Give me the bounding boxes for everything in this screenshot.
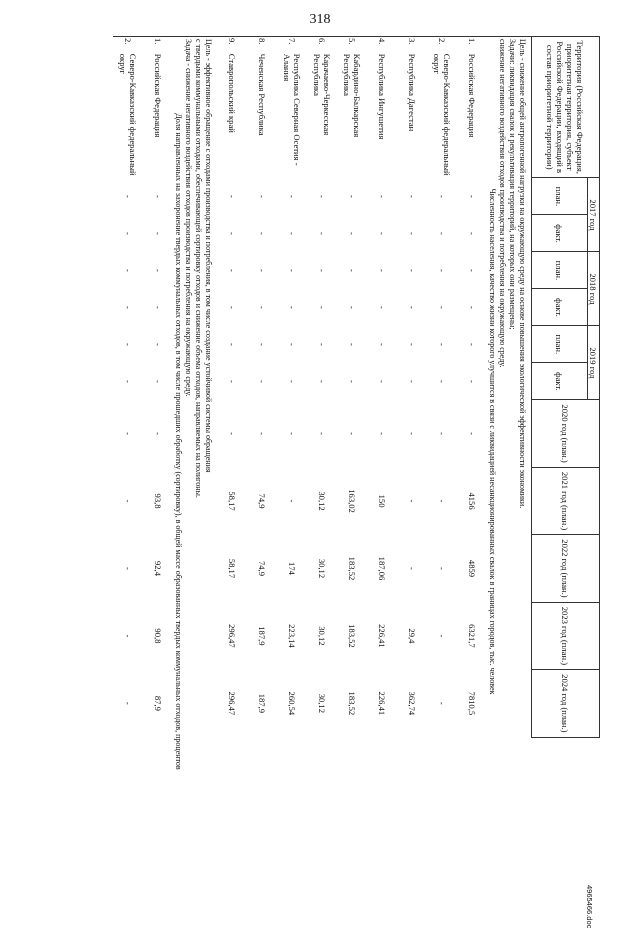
value-cell: - bbox=[347, 268, 358, 272]
indicator-title: Численность населения, качество жизни которого улучшится в связи с ликвидацией несанкционированных свалок в границах городов, тыс. человек bbox=[488, 188, 498, 695]
value-cell: - bbox=[123, 379, 134, 383]
value-cell: - bbox=[467, 379, 478, 383]
row-number: 2. bbox=[123, 38, 134, 45]
table-row bbox=[368, 37, 398, 847]
value-cell: - bbox=[123, 567, 134, 570]
goal-text: Цель - снижение общей антропогенной нагрузки на окружающую среду на основе повышения экологической эффективности экономики. bbox=[518, 39, 528, 509]
value-cell: 4859 bbox=[467, 559, 478, 578]
value-cell: - bbox=[123, 701, 134, 705]
value-cell: - bbox=[347, 194, 358, 198]
tasks-text: снижение негативного воздействия отходов производства и потребления на окружающую среду. bbox=[498, 39, 508, 368]
table-row bbox=[114, 37, 144, 847]
value-cell: - bbox=[467, 305, 478, 309]
value-cell: - bbox=[437, 268, 448, 272]
value-cell: - bbox=[287, 305, 298, 309]
value-cell: 183,52 bbox=[347, 556, 358, 581]
value-cell: - bbox=[153, 379, 164, 383]
value-cell: - bbox=[123, 499, 134, 503]
territory-name: Российская Федерация bbox=[153, 53, 164, 138]
row-number: 7. bbox=[287, 38, 298, 45]
value-cell: - bbox=[227, 268, 238, 272]
indicator-2-rows bbox=[114, 37, 174, 847]
value-cell: - bbox=[377, 231, 388, 235]
value-cell: 183,52 bbox=[347, 691, 358, 716]
value-cell: - bbox=[437, 634, 448, 638]
value-cell: - bbox=[153, 268, 164, 272]
table-row bbox=[308, 37, 338, 847]
territory-name: Российская Федерация bbox=[467, 53, 478, 138]
value-cell: - bbox=[377, 305, 388, 309]
year-2022-header: 2022 год (план.) bbox=[532, 535, 600, 602]
value-cell: 296,47 bbox=[227, 624, 238, 648]
value-cell: 6321,7 bbox=[467, 624, 478, 648]
value-cell: 30,12 bbox=[317, 491, 328, 511]
plan-header: план. bbox=[532, 252, 588, 289]
value-cell: - bbox=[377, 432, 388, 436]
value-cell: 183,52 bbox=[347, 624, 358, 648]
value-cell: - bbox=[467, 432, 478, 436]
value-cell: - bbox=[287, 231, 298, 235]
tasks-text: Задачи: ликвидация свалок и рекультивация территорий, на которых они размещены; bbox=[508, 39, 518, 330]
table-row bbox=[398, 37, 428, 847]
value-cell: - bbox=[407, 342, 418, 346]
value-cell: - bbox=[257, 342, 268, 346]
value-cell: 187,9 bbox=[257, 693, 268, 714]
territory-name: Северо-Кавказский федеральный округ bbox=[432, 53, 453, 176]
value-cell: - bbox=[123, 634, 134, 638]
value-cell: - bbox=[347, 231, 358, 235]
indicator-1-rows bbox=[218, 37, 488, 847]
indicators-table bbox=[114, 36, 601, 846]
value-cell: - bbox=[347, 342, 358, 346]
value-cell: 74,9 bbox=[257, 493, 268, 509]
value-cell: - bbox=[287, 194, 298, 198]
value-cell: - bbox=[257, 305, 268, 309]
value-cell: 30,12 bbox=[317, 693, 328, 714]
fact-header: факт. bbox=[532, 363, 588, 400]
value-cell: - bbox=[123, 342, 134, 346]
value-cell: - bbox=[377, 379, 388, 383]
territory-name: Республика Ингушетия bbox=[377, 53, 388, 140]
row-number: 4. bbox=[377, 38, 388, 45]
value-cell: - bbox=[317, 432, 328, 436]
value-cell: 4156 bbox=[467, 492, 478, 510]
plan-header: план. bbox=[532, 178, 588, 215]
row-number: 6. bbox=[317, 38, 328, 45]
table-row bbox=[428, 37, 458, 847]
value-cell: 7810,5 bbox=[467, 691, 478, 716]
plan-header: план. bbox=[532, 326, 588, 363]
table-row bbox=[218, 37, 248, 847]
value-cell: - bbox=[257, 231, 268, 235]
value-cell: - bbox=[407, 379, 418, 383]
value-cell: - bbox=[123, 194, 134, 198]
value-cell: - bbox=[437, 379, 448, 383]
value-cell: - bbox=[437, 194, 448, 198]
value-cell: - bbox=[257, 432, 268, 436]
value-cell: - bbox=[123, 305, 134, 309]
value-cell: 223,14 bbox=[287, 624, 298, 648]
territory-header: Территория (Российская Федерация, приоритетная территория, субъект Российской Федерации, входящий в состав приоритетной территории) bbox=[532, 37, 600, 178]
value-cell: 29,4 bbox=[407, 628, 418, 644]
value-cell: - bbox=[317, 379, 328, 383]
value-cell: 58,17 bbox=[227, 491, 238, 511]
row-number: 5. bbox=[347, 38, 358, 45]
value-cell: - bbox=[347, 305, 358, 309]
value-cell: - bbox=[227, 342, 238, 346]
value-cell: 163,02 bbox=[347, 489, 358, 513]
value-cell: - bbox=[153, 305, 164, 309]
value-cell: - bbox=[153, 231, 164, 235]
value-cell: - bbox=[153, 194, 164, 198]
value-cell: - bbox=[227, 305, 238, 309]
value-cell: - bbox=[257, 268, 268, 272]
value-cell: - bbox=[347, 379, 358, 383]
value-cell: - bbox=[257, 194, 268, 198]
value-cell: 362,74 bbox=[407, 691, 418, 716]
value-cell: - bbox=[287, 432, 298, 436]
value-cell: - bbox=[437, 342, 448, 346]
value-cell: - bbox=[437, 231, 448, 235]
row-number: 8. bbox=[257, 38, 268, 45]
value-cell: - bbox=[377, 194, 388, 198]
value-cell: - bbox=[407, 305, 418, 309]
value-cell: - bbox=[287, 342, 298, 346]
task-text: Задача - снижение негативного воздействия отходов производства и потребления на окружающую среду. bbox=[184, 39, 194, 397]
year-2019-header: 2019 год bbox=[588, 326, 600, 400]
table-row bbox=[338, 37, 368, 847]
value-cell: - bbox=[437, 305, 448, 309]
year-2020-header: 2020 год (план.) bbox=[532, 400, 600, 467]
value-cell: - bbox=[123, 231, 134, 235]
document-code: 4965466.doc bbox=[585, 885, 594, 928]
fact-header: факт. bbox=[532, 215, 588, 252]
value-cell: 93,8 bbox=[153, 493, 164, 509]
value-cell: 174 bbox=[287, 562, 298, 575]
table-row bbox=[458, 37, 488, 847]
value-cell: - bbox=[437, 499, 448, 503]
goal-text: с твердыми коммунальными отходами, обеспечивающей сортировку отходов и снижение объема отходов, направляемых на полигоны. bbox=[194, 39, 204, 498]
value-cell: - bbox=[347, 432, 358, 436]
territory-name: Северо-Кавказский федеральный округ bbox=[118, 53, 139, 176]
value-cell: 296,47 bbox=[227, 691, 238, 716]
value-cell: 90,8 bbox=[153, 628, 164, 644]
goal-text: Цель - эффективное обращение с отходами производства и потребления, в том числе создание устойчивой системы обращения bbox=[204, 39, 214, 473]
row-number: 1. bbox=[153, 38, 164, 45]
value-cell: - bbox=[227, 231, 238, 235]
value-cell: - bbox=[407, 499, 418, 503]
value-cell: 30,12 bbox=[317, 558, 328, 579]
row-number: 2. bbox=[437, 38, 448, 45]
year-2017-header: 2017 год bbox=[588, 178, 600, 252]
value-cell: 30,12 bbox=[317, 626, 328, 646]
territory-name: Республика Северная Осетия - Алания bbox=[282, 53, 303, 166]
row-number: 9. bbox=[227, 38, 238, 45]
value-cell: - bbox=[317, 194, 328, 198]
value-cell: 226,41 bbox=[377, 691, 388, 716]
value-cell: 58,17 bbox=[227, 558, 238, 579]
value-cell: - bbox=[287, 499, 298, 503]
value-cell: - bbox=[377, 342, 388, 346]
value-cell: - bbox=[317, 342, 328, 346]
year-2023-header: 2023 год (план.) bbox=[532, 602, 600, 669]
year-2021-header: 2021 год (план.) bbox=[532, 467, 600, 534]
value-cell: - bbox=[153, 342, 164, 346]
value-cell: 87,9 bbox=[153, 695, 164, 711]
value-cell: - bbox=[407, 268, 418, 272]
year-2018-header: 2018 год bbox=[588, 252, 600, 326]
value-cell: - bbox=[407, 231, 418, 235]
territory-name: Республика Дагестан bbox=[407, 53, 418, 132]
value-cell: - bbox=[227, 432, 238, 436]
fact-header: факт. bbox=[532, 289, 588, 326]
indicator-title: Доля направленных на захоронение твердых коммунальных отходов, в том числе прошедших обработку (сортировку), в общей массе образованных твердых коммунальных отходов, процентов bbox=[174, 113, 184, 770]
row-number: 1. bbox=[467, 38, 478, 45]
value-cell: - bbox=[317, 305, 328, 309]
table-row bbox=[248, 37, 278, 847]
value-cell: - bbox=[377, 268, 388, 272]
value-cell: - bbox=[467, 194, 478, 198]
page-number: 318 bbox=[309, 12, 331, 27]
value-cell: - bbox=[437, 701, 448, 705]
value-cell: 74,9 bbox=[257, 560, 268, 576]
value-cell: - bbox=[437, 567, 448, 570]
value-cell: - bbox=[467, 342, 478, 346]
table-row bbox=[278, 37, 308, 847]
value-cell: 226,41 bbox=[377, 624, 388, 648]
value-cell: - bbox=[437, 432, 448, 436]
value-cell: 187,06 bbox=[377, 556, 388, 581]
rotated-table-page bbox=[70, 36, 600, 856]
value-cell: - bbox=[317, 268, 328, 272]
territory-name: Ставропольский край bbox=[227, 53, 238, 133]
row-number: 3. bbox=[407, 38, 418, 45]
value-cell: - bbox=[407, 432, 418, 436]
value-cell: - bbox=[317, 231, 328, 235]
value-cell: - bbox=[467, 268, 478, 272]
value-cell: 260,54 bbox=[287, 691, 298, 716]
table-row bbox=[144, 37, 174, 847]
territory-name: Чеченская Республика bbox=[257, 53, 268, 136]
value-cell: - bbox=[227, 379, 238, 383]
territory-name: Кабардино-Балкарская Республика bbox=[342, 53, 363, 138]
value-cell: - bbox=[407, 567, 418, 570]
value-cell: - bbox=[227, 194, 238, 198]
value-cell: - bbox=[287, 268, 298, 272]
value-cell: 187,9 bbox=[257, 626, 268, 646]
territory-name: Карачаево-Черкесская Республика bbox=[312, 53, 333, 136]
value-cell: - bbox=[407, 194, 418, 198]
value-cell: - bbox=[467, 231, 478, 235]
year-2024-header: 2024 год (план.) bbox=[532, 670, 600, 737]
value-cell: - bbox=[257, 379, 268, 383]
value-cell: - bbox=[123, 268, 134, 272]
value-cell: - bbox=[153, 432, 164, 436]
value-cell: - bbox=[287, 379, 298, 383]
value-cell: 92,4 bbox=[153, 560, 164, 576]
value-cell: - bbox=[123, 432, 134, 436]
value-cell: 150 bbox=[377, 494, 388, 508]
